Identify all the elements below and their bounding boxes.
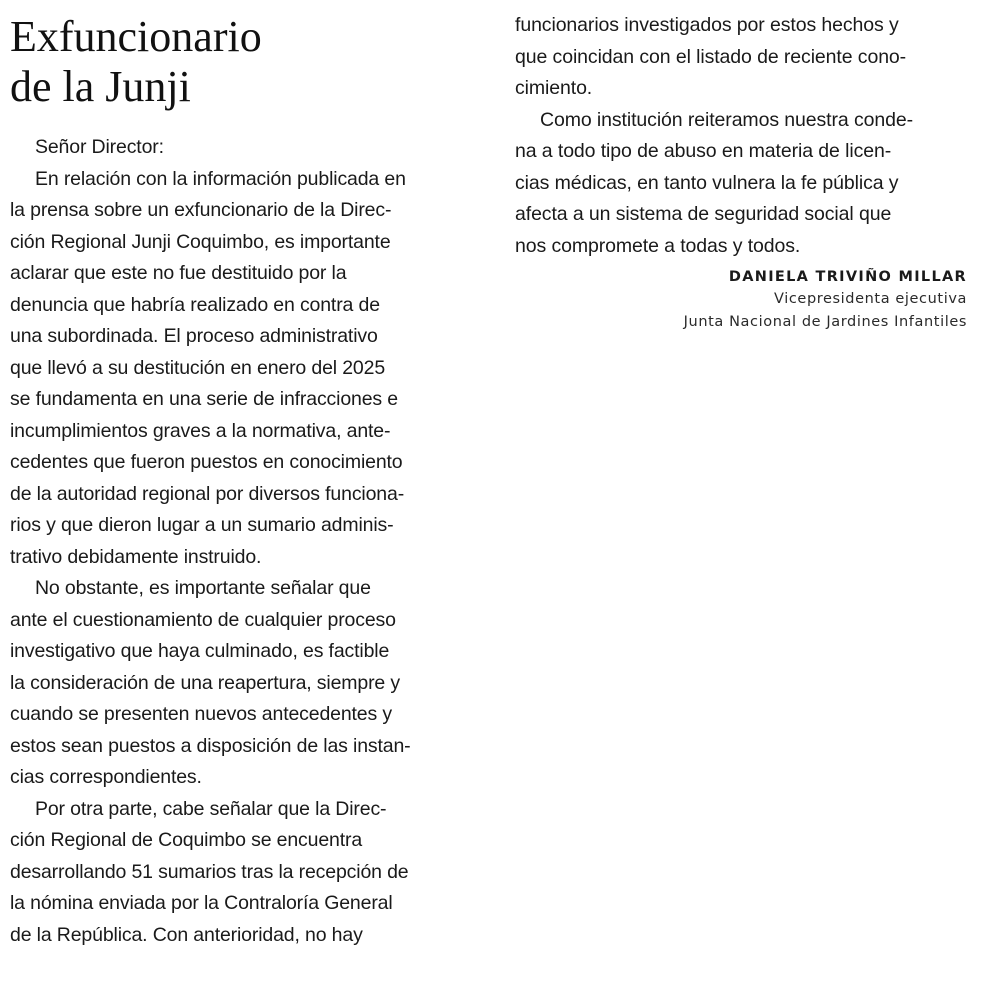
text-line: cias médicas, en tanto vulnera la fe pública y <box>515 171 899 194</box>
title-line-1: Exfuncionario <box>10 12 262 61</box>
text-line: trativo debidamente instruido. <box>10 545 262 568</box>
left-column <box>10 12 480 951</box>
text-line: cimiento. <box>515 77 593 99</box>
text-line: que llevó a su destitución en enero del 2025 <box>10 356 386 379</box>
paragraph-3-continued <box>515 10 975 105</box>
text-line: cias correspondientes. <box>10 766 202 788</box>
text-line: una subordinada. El proceso administrativo <box>10 325 378 347</box>
text-line: En relación con la información publicada en <box>35 167 406 190</box>
paragraph-1 <box>10 164 480 574</box>
text-line: que coincidan con el listado de reciente cono- <box>515 45 907 68</box>
text-line: nos compromete a todas y todos. <box>515 234 801 257</box>
paragraph-3 <box>10 794 480 952</box>
text-line: aclarar que este no fue destituido por la <box>10 262 347 284</box>
signer-role: Vicepresidenta ejecutiva <box>774 291 967 307</box>
paragraph-2 <box>10 573 480 794</box>
text-line: desarrollando 51 sumarios tras la recepción de <box>10 860 409 883</box>
text-line: cedentes que fueron puestos en conocimiento <box>10 451 403 473</box>
text-line: de la República. Con anterioridad, no hay <box>10 923 363 946</box>
text-line: estos sean puestos a disposición de las instan- <box>10 734 411 757</box>
text-line: la nómina enviada por la Contraloría General <box>10 892 393 914</box>
text-line: cuando se presenten nuevos antecedentes y <box>10 703 392 725</box>
article-title <box>10 12 480 112</box>
text-line: la consideración de una reapertura, siempre y <box>10 671 400 694</box>
text-line: investigativo que haya culminado, es factible <box>10 640 390 662</box>
title-line-2: de la Junji <box>10 62 191 111</box>
signer-organization: Junta Nacional de Jardines Infantiles <box>683 314 967 330</box>
text-line: ción Regional de Coquimbo se encuentra <box>10 829 363 851</box>
text-line: incumplimientos graves a la normativa, ante- <box>10 419 391 442</box>
text-line: ción Regional Junji Coquimbo, es importante <box>10 230 391 253</box>
signature-block <box>684 266 967 334</box>
text-line: de la autoridad regional por diversos funciona- <box>10 482 405 505</box>
text-line: funcionarios investigados por estos hechos y <box>515 14 899 36</box>
text-line: afecta a un sistema de seguridad social que <box>515 203 892 225</box>
signer-name: DANIELA TRIVIÑO MILLAR <box>728 269 967 285</box>
right-column <box>515 10 975 262</box>
text-line: rios y que dieron lugar a un sumario adminis- <box>10 514 394 536</box>
paragraph-4 <box>515 105 975 263</box>
text-line: ante el cuestionamiento de cualquier proceso <box>10 608 396 631</box>
salutation: Señor Director: <box>35 136 164 158</box>
text-line: denuncia que habría realizado en contra de <box>10 293 380 316</box>
text-line: No obstante, es importante señalar que <box>35 577 371 599</box>
text-line: se fundamenta en una serie de infracciones e <box>10 388 398 410</box>
text-line: Como institución reiteramos nuestra conde- <box>540 108 913 131</box>
text-line: la prensa sobre un exfuncionario de la Direc- <box>10 199 392 221</box>
text-line: Por otra parte, cabe señalar que la Direc- <box>35 797 387 820</box>
text-line: na a todo tipo de abuso en materia de licen- <box>515 140 892 162</box>
